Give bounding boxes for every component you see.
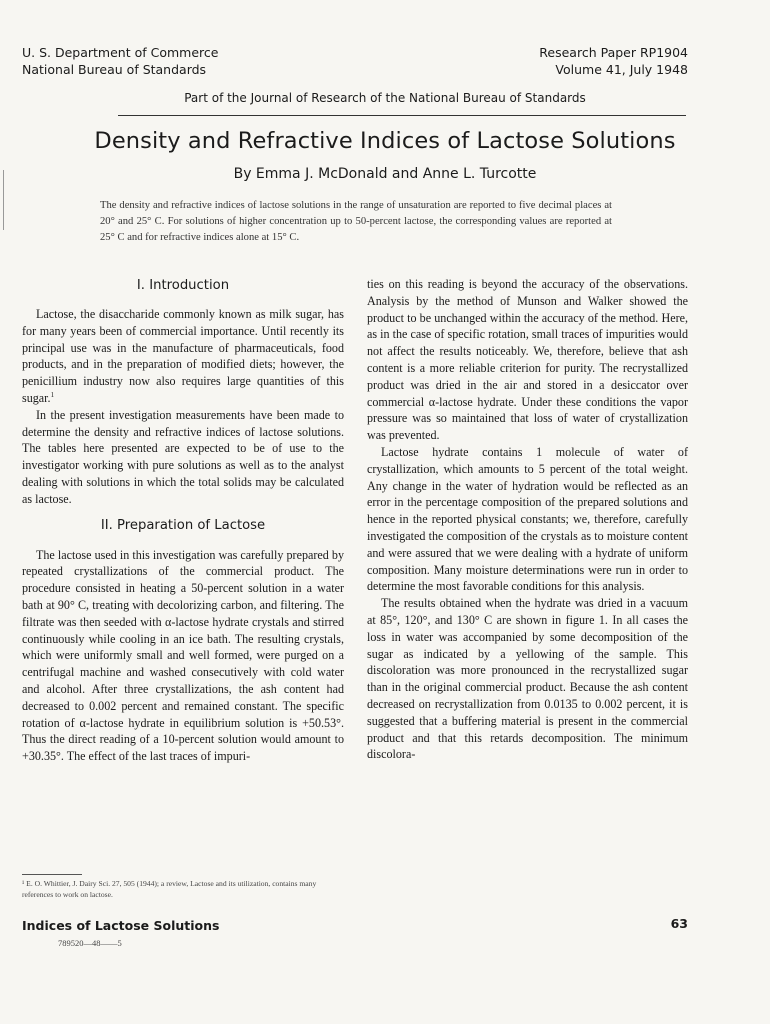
footnote-marker: 1 [50, 390, 55, 399]
research-paper-number: Research Paper RP1904 [539, 45, 688, 60]
intro-paragraph-1-text: Lactose, the disaccharide commonly known as milk sugar, has for many years been of commercial importance. Until recently its principal use was in the manufacture of pharmaceuticals, food products, and in the preparation of modified diets; however, the penicillium industry now also requires large quantities of this sugar. [22, 307, 344, 405]
preparation-paragraph-2: Lactose hydrate contains 1 molecule of water of crystallization, which amounts to 5 percent of the total weight. Any change in the water of hydration would be reflected as an error in the percentage composition of the prepared solutions and hence in the reported physical constants; we, therefore, carefully investigated the composition of the crystals as to moisture content and were assured that we were dealing with a hydrate of uniform composition. Many moisture determinations were run in order to determine the most favorable conditions for this analysis. [367, 444, 688, 594]
section-heading-introduction: I. Introduction [136, 278, 230, 293]
header-right [539, 44, 688, 78]
header-rule [118, 115, 686, 116]
running-title: Indices of Lactose Solutions [22, 918, 220, 933]
bureau-line: National Bureau of Standards [22, 62, 207, 77]
page-number: 63 [670, 916, 688, 931]
paper-title: Density and Refractive Indices of Lactose Solutions [94, 128, 676, 154]
preparation-paragraph-1: The lactose used in this investigation was carefully prepared by repeated crystallizations of the commercial product. The procedure consisted in heating a 50-percent solution in a water bath at 90° C, treating with decolorizing carbon, and filtering. The filtrate was then seeded with α-lactose hydrate crystals and stirred continuously while cooling in an ice bath. The resulting crystals, which were uniformly small and well formed, were purged on a centrifugal machine and washed consecutively with cold water and alcohol. After three crystallizations, the ash content had decreased to 0.002 percent and remained constant. The specific rotation of α-lactose hydrate in equilibrium solution is +50.53°. Thus the direct reading of a 10-percent solution would amount to +30.35°. The effect of the last traces of impuri- [22, 547, 344, 764]
abstract: The density and refractive indices of lactose solutions in the range of unsaturation are reported to five decimal places at 20° and 25° C. For solutions of higher concentration up to 50-percent lactose, the corresponding values are reported at 25° C and for refractive indices alone at 15° C. [100, 200, 612, 244]
right-column [367, 276, 688, 763]
intro-paragraph-1 [22, 306, 344, 407]
print-code: 789520—48——5 [58, 938, 122, 948]
footnote: ¹ E. O. Whittier, J. Dairy Sci. 27, 505 (1944); a review, Lactose and its utilization, contains many references to work on lactose. [22, 879, 317, 899]
section-heading-preparation: II. Preparation of Lactose [100, 517, 266, 533]
intro-paragraph-2: In the present investigation measurements have been made to determine the density and refractive indices of lactose solutions. The tables here presented are expected to be of use to the investigator working with pure solutions as well as to the analyst dealing with solutions in which the total solids may be calculated as lactose. [22, 407, 344, 506]
header-left [22, 44, 218, 78]
volume-date: Volume 41, July 1948 [555, 62, 688, 77]
byline: By Emma J. McDonald and Anne L. Turcotte [233, 166, 537, 182]
journal-line: Part of the Journal of Research of the National Bureau of Standards [184, 91, 586, 105]
footnote-rule [22, 874, 82, 875]
left-column [22, 276, 344, 765]
department-line: U. S. Department of Commerce [22, 45, 219, 60]
preparation-paragraph-cont: ties on this reading is beyond the accuracy of the observations. Analysis by the method of Munson and Walker showed the product to be unchanged within the accuracy of the method. Here, as in the case of specific rotation, small traces of impurities would not affect the results noticeably. We, therefore, believe that ash content is a more reliable criterion for purity. The recrystallized product was dried in the air and stored in a desiccator over commercial α-lactose hydrate. Under these conditions the vapor pressure was so maintained that loss of water of crystallization was prevented. [367, 277, 688, 443]
preparation-paragraph-3: The results obtained when the hydrate was dried in a vacuum at 85°, 120°, and 130° C are shown in figure 1. In all cases the loss in water was accompanied by some decomposition of the sugar as indicated by a yellowing of the sample. This discoloration was more pronounced in the recrystallized sugar than in the original commercial product. Because the ash content decreased on recrystallization from 0.0135 to 0.002 percent, it is suggested that a buffering material is present in the commercial product and that this retards decomposition. The minimum discolora- [367, 596, 688, 762]
